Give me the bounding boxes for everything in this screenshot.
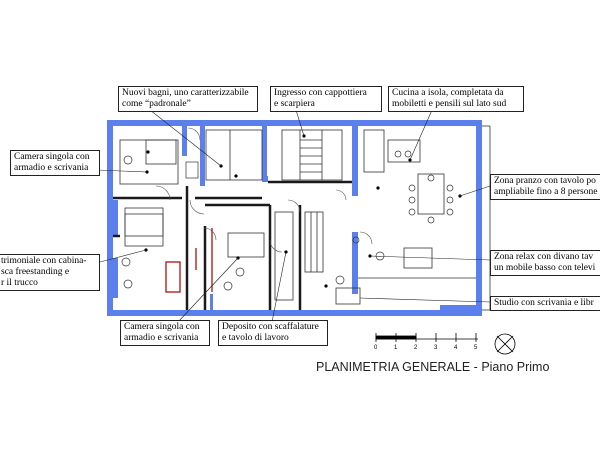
label-ingresso: Ingresso con cappottiera e scarpiera	[270, 86, 382, 112]
scale-tick-3: 3	[434, 345, 438, 351]
north-arrow-icon	[495, 334, 515, 354]
scale-tick-0: 0	[374, 345, 378, 351]
label-camera-nord: Camera singola con armadio e scrivania	[10, 150, 100, 176]
thin-lines	[120, 126, 490, 310]
label-bagni: Nuovi bagni, uno caratterizzabile come “padronale”	[118, 86, 258, 112]
label-relax: Zona relax con divano tav un mobile basso con televi	[490, 250, 600, 276]
label-deposito: Deposito con scaffalature e tavolo di lavoro	[218, 320, 328, 346]
label-cucina: Cucina a isola, completata da mobiletti e pensili sul lato sud	[388, 86, 524, 112]
interior-walls	[113, 182, 476, 310]
label-studio: Studio con scrivania e libr	[490, 296, 600, 311]
label-matrimoniale: trimoniale con cabina- sca freestanding e r il trucco	[0, 254, 100, 291]
scale-bar	[376, 333, 478, 342]
label-pranzo: Zona pranzo con tavolo po ampliabile fino a 8 persone	[490, 174, 600, 200]
drawing-title: PLANIMETRIA GENERALE - Piano Primo	[316, 360, 550, 374]
scale-tick-4: 4	[454, 345, 458, 351]
label-camera-sud: Camera singola con armadio e scrivania	[120, 320, 210, 346]
furniture	[122, 151, 453, 290]
scale-tick-2: 2	[414, 345, 418, 351]
scale-tick-1: 1	[394, 345, 398, 351]
wall-blocks	[113, 126, 478, 310]
scale-tick-5: 5	[474, 345, 478, 351]
